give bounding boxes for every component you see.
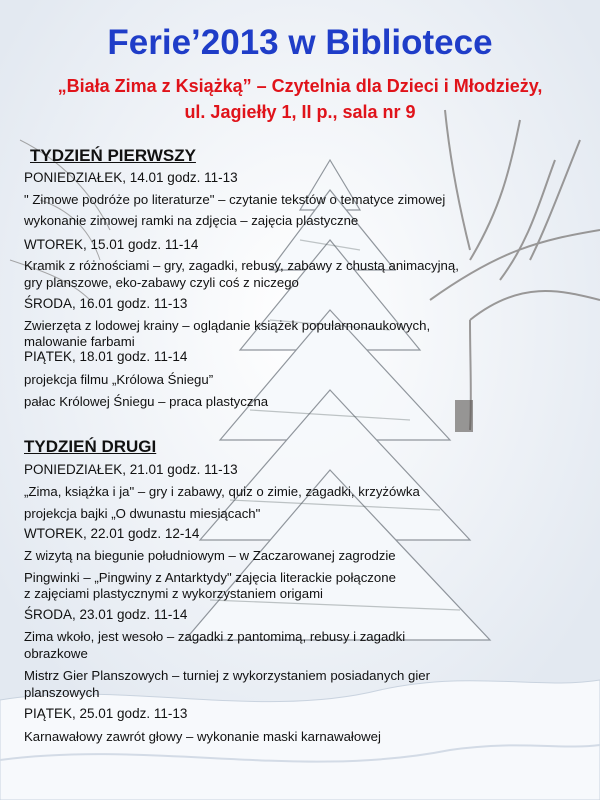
- week1-date-tuesday: WTOREK, 15.01 godz. 11-14: [24, 237, 199, 252]
- week2-activity: Pingwinki – „Pingwiny z Antarktydy" zajęcia literackie połączone: [24, 570, 396, 585]
- week1-activity: pałac Królowej Śniegu – praca plastyczna: [24, 394, 269, 409]
- week1-date-wednesday: ŚRODA, 16.01 godz. 11-13: [24, 296, 188, 311]
- week2-activity: obrazkowe: [24, 646, 88, 661]
- week1-date-monday: PONIEDZIAŁEK, 14.01 godz. 11-13: [24, 170, 238, 185]
- week2-activity: planszowych: [24, 685, 100, 700]
- week2-activity: projekcja bajki „O dwunastu miesiącach": [24, 506, 261, 521]
- week1-activity: gry planszowe, eko-zabawy czyli coś z niczego: [24, 275, 299, 290]
- week2-date-wednesday: ŚRODA, 23.01 godz. 11-14: [24, 607, 188, 622]
- week1-activity: Zwierzęta z lodowej krainy – oglądanie książek popularnonaukowych,: [24, 318, 431, 333]
- week1-activity: wykonanie zimowej ramki na zdjęcia – zajęcia plastyczne: [24, 213, 359, 228]
- week2-activity: Z wizytą na biegunie południowym – w Zaczarowanej zagrodzie: [24, 548, 396, 563]
- week1-date-friday: PIĄTEK, 18.01 godz. 11-14: [24, 349, 188, 364]
- subtitle-address: ul. Jagiełły 1, II p., sala nr 9: [184, 102, 416, 122]
- week2-date-monday: PONIEDZIAŁEK, 21.01 godz. 11-13: [24, 462, 238, 477]
- week-one-heading: TYDZIEŃ PIERWSZY: [30, 146, 196, 165]
- week2-activity: Karnawałowy zawrót głowy – wykonanie maski karnawałowej: [24, 729, 381, 744]
- week1-activity: malowanie farbami: [24, 334, 135, 349]
- week2-activity: z zajęciami plastycznymi z wykorzystaniem origami: [24, 586, 323, 601]
- subtitle-venue: „Biała Zima z Książką” – Czytelnia dla Dzieci i Młodzieży,: [57, 76, 543, 96]
- week2-activity: „Zima, książka i ja" – gry i zabawy, quiz o zimie, zagadki, krzyżówka: [24, 484, 420, 499]
- week2-activity: Mistrz Gier Planszowych – turniej z wykorzystaniem posiadanych gier: [24, 668, 431, 683]
- week1-activity: Kramik z różnościami – gry, zagadki, rebusy, zabawy z chustą animacyjną,: [24, 258, 459, 273]
- week1-activity: projekcja filmu „Królowa Śniegu”: [24, 372, 214, 387]
- week2-date-friday: PIĄTEK, 25.01 godz. 11-13: [24, 706, 188, 721]
- page-title: Ferie’2013 w Bibliotece: [107, 23, 493, 62]
- week2-activity: Zima wkoło, jest wesoło – zagadki z pantomimą, rebusy i zagadki: [24, 629, 406, 644]
- week-two-heading: TYDZIEŃ DRUGI: [24, 437, 157, 456]
- week2-date-tuesday: WTOREK, 22.01 godz. 12-14: [24, 526, 200, 541]
- week1-activity: " Zimowe podróże po literaturze" – czytanie tekstów o tematyce zimowej: [24, 192, 446, 207]
